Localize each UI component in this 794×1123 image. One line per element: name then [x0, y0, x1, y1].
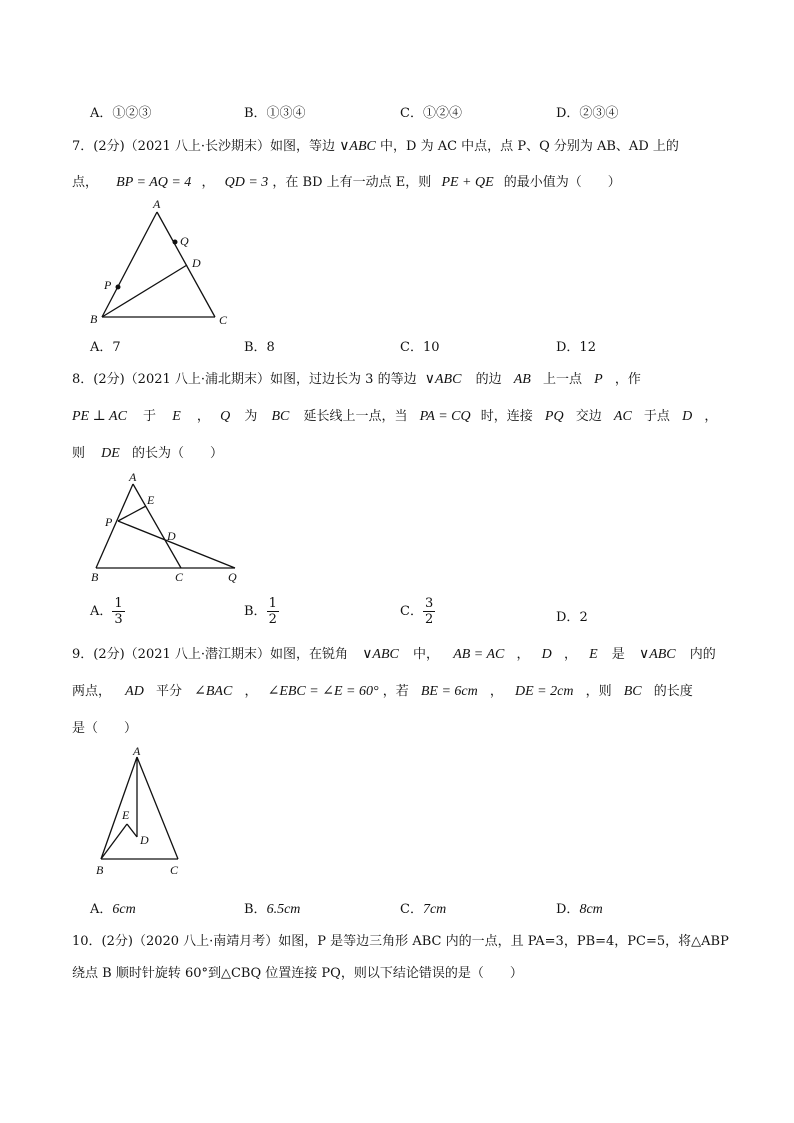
- q8-text: ，: [704, 409, 718, 424]
- point-q: [173, 240, 178, 245]
- q8-text: 延长线上一点，当: [303, 409, 408, 424]
- point-p: [116, 285, 121, 290]
- q9-bc: BC: [623, 684, 642, 699]
- q9-d: D: [541, 647, 552, 662]
- label-c: C: [175, 570, 184, 584]
- q9-text: 内的: [689, 647, 716, 662]
- q8-text: 为: [244, 409, 258, 424]
- q7-triangle: ∨ABC: [339, 139, 376, 154]
- q9-de: DE = 2cm: [515, 684, 574, 699]
- q9-text: ，则: [585, 684, 612, 699]
- q9-text: 中，: [413, 647, 440, 662]
- q7-text: ，在 BD 上有一动点 E，则: [272, 175, 432, 190]
- q8-option-a[interactable]: [90, 596, 125, 627]
- q9-text: 的长度: [653, 684, 693, 699]
- q8-option-c[interactable]: [400, 596, 435, 627]
- option-value: 2: [579, 610, 588, 625]
- q10-stem-line1: 10．(2分)（2020 八上·南靖月考）如图，P 是等边三角形 ABC 内的一点，且 PA=3，PB=4，PC=5，将△ABP: [72, 934, 729, 949]
- q9-text: ，: [489, 684, 503, 699]
- q9-ab-ac: AB = AC: [453, 647, 505, 662]
- q8-stem-line3: [72, 442, 223, 462]
- label-p: P: [104, 278, 112, 292]
- q7-expr: PE + QE: [441, 175, 494, 190]
- label-b: B: [90, 312, 98, 326]
- q7-comma: ，: [201, 175, 215, 190]
- option-value: 7cm: [422, 902, 447, 917]
- label-p: P: [105, 515, 113, 529]
- q9-text: 两点，: [72, 684, 112, 699]
- option-value: 8cm: [579, 902, 603, 917]
- option-value: 6cm: [112, 902, 136, 917]
- q9-option-d[interactable]: [556, 898, 603, 918]
- option-letter: C．: [400, 902, 423, 917]
- q8-p: P: [594, 372, 603, 387]
- q7-option-a[interactable]: A．7: [90, 340, 121, 355]
- q8-triangle: ∨ABC: [424, 372, 462, 387]
- label-c: C: [219, 313, 228, 327]
- q8-bc: BC: [271, 409, 290, 424]
- q9-text: ，: [563, 647, 577, 662]
- q9-stem-line2: [72, 680, 693, 700]
- q7-text: 7．(2分)（2021 八上·长沙期末）如图，等边: [72, 139, 336, 154]
- q8-d: D: [682, 409, 693, 424]
- label-d: D: [140, 833, 149, 847]
- q9-e: E: [589, 647, 598, 662]
- q9-be: BE = 6cm: [420, 684, 478, 699]
- q8-ac: AC: [613, 409, 632, 424]
- q8-q: Q: [220, 409, 231, 424]
- label-d: D: [192, 256, 201, 270]
- q7-stem-line2: [72, 171, 621, 191]
- q9-triangle: ∨ABC: [362, 647, 399, 662]
- q9-option-a[interactable]: [90, 898, 136, 918]
- label-c: C: [170, 863, 179, 877]
- option-letter: A．: [90, 902, 113, 917]
- q9-text: ，若: [382, 684, 409, 699]
- fraction: $\frac{1}{3}$: [114, 596, 123, 627]
- q8-stem-line2: [72, 405, 717, 425]
- q9-stem-line3: 是（ ）: [72, 721, 138, 736]
- label-a: A: [153, 197, 161, 211]
- q7-option-c[interactable]: C．10: [400, 340, 440, 355]
- option-letter: D．: [556, 610, 580, 625]
- option-letter: C．: [400, 604, 423, 619]
- q9-angles: ∠EBC = ∠E = 60°: [267, 684, 379, 699]
- q8-pe-perp-ac: PE ⊥ AC: [72, 409, 127, 424]
- q7-option-b[interactable]: B．8: [244, 340, 275, 355]
- label-e: E: [147, 493, 155, 507]
- label-b: B: [91, 570, 99, 584]
- fraction: $\frac{3}{2}$: [424, 596, 434, 627]
- label-b: B: [96, 863, 104, 877]
- q7-text: 点，: [72, 175, 99, 190]
- q8-text: 于: [143, 409, 157, 424]
- q6-option-b[interactable]: B．①③④: [244, 106, 306, 121]
- label-q: Q: [228, 570, 237, 584]
- q8-pa-cq: PA = CQ: [419, 409, 471, 424]
- option-letter: A．: [90, 604, 113, 619]
- q9-triangle: ∨ABC: [638, 647, 676, 662]
- q7-text: 中，D 为 AC 中点，点 P、Q 分别为 AB、AD 上的: [380, 139, 679, 154]
- option-value: 6.5cm: [266, 902, 301, 917]
- q10-stem-line2: 绕点 B 顺时针旋转 60°到△CBQ 位置连接 PQ，则以下结论错误的是（ ）: [72, 966, 523, 981]
- q8-figure: [85, 470, 250, 588]
- q7-stem-line1: [72, 135, 679, 155]
- q7-figure: [85, 195, 245, 330]
- q9-text: ，: [516, 647, 530, 662]
- q7-eq-bp-aq: BP = AQ = 4: [116, 175, 192, 190]
- q7-eq-qd: QD = 3: [224, 175, 269, 190]
- q9-text: 9．(2分)（2021 八上·潜江期末）如图，在锐角: [72, 647, 349, 662]
- q8-option-d[interactable]: [556, 606, 588, 625]
- q8-text: 交边: [575, 409, 602, 424]
- q9-text: 是: [611, 647, 625, 662]
- label-a: A: [133, 745, 141, 758]
- q8-text: 上一点: [542, 372, 582, 387]
- label-d: D: [167, 529, 176, 543]
- q9-option-b[interactable]: [244, 898, 300, 918]
- option-letter: D．: [556, 902, 580, 917]
- q8-text: 则: [72, 446, 86, 461]
- fraction: $\frac{1}{2}$: [268, 596, 277, 627]
- label-e: E: [122, 808, 130, 822]
- q8-ab: AB: [513, 372, 531, 387]
- q9-option-c[interactable]: [400, 898, 446, 918]
- q8-e: E: [172, 409, 181, 424]
- q7-text: 的最小值为（ ）: [503, 175, 621, 190]
- q9-figure: [90, 745, 190, 880]
- q8-option-b[interactable]: [244, 596, 279, 627]
- q8-text: 8．(2分)（2021 八上·浦北期末）如图，过边长为 3 的等边: [72, 372, 417, 387]
- label-q: Q: [180, 234, 189, 248]
- q8-stem-line1: [72, 368, 641, 388]
- q8-text: 时，连接: [480, 409, 533, 424]
- q9-text: ，: [244, 684, 258, 699]
- q8-text: 的边: [475, 372, 502, 387]
- q9-ad: AD: [125, 684, 144, 699]
- q9-bac: ∠BAC: [194, 684, 233, 699]
- q9-text: 平分: [155, 684, 182, 699]
- q6-option-c[interactable]: C．①②④: [400, 106, 462, 121]
- q8-text: ，: [196, 409, 210, 424]
- q6-option-a[interactable]: A．①②③: [90, 106, 152, 121]
- q8-text: 的长为（ ）: [131, 446, 223, 461]
- q8-pq: PQ: [544, 409, 564, 424]
- q7-option-d[interactable]: D．12: [556, 340, 596, 355]
- q9-stem-line1: [72, 643, 716, 663]
- option-letter: B．: [244, 604, 267, 619]
- option-letter: B．: [244, 902, 267, 917]
- label-a: A: [129, 470, 137, 484]
- q6-option-d[interactable]: D．②③④: [556, 106, 619, 121]
- q8-text: 于点: [643, 409, 670, 424]
- q8-de: DE: [101, 446, 120, 461]
- q8-text: ，作: [614, 372, 641, 387]
